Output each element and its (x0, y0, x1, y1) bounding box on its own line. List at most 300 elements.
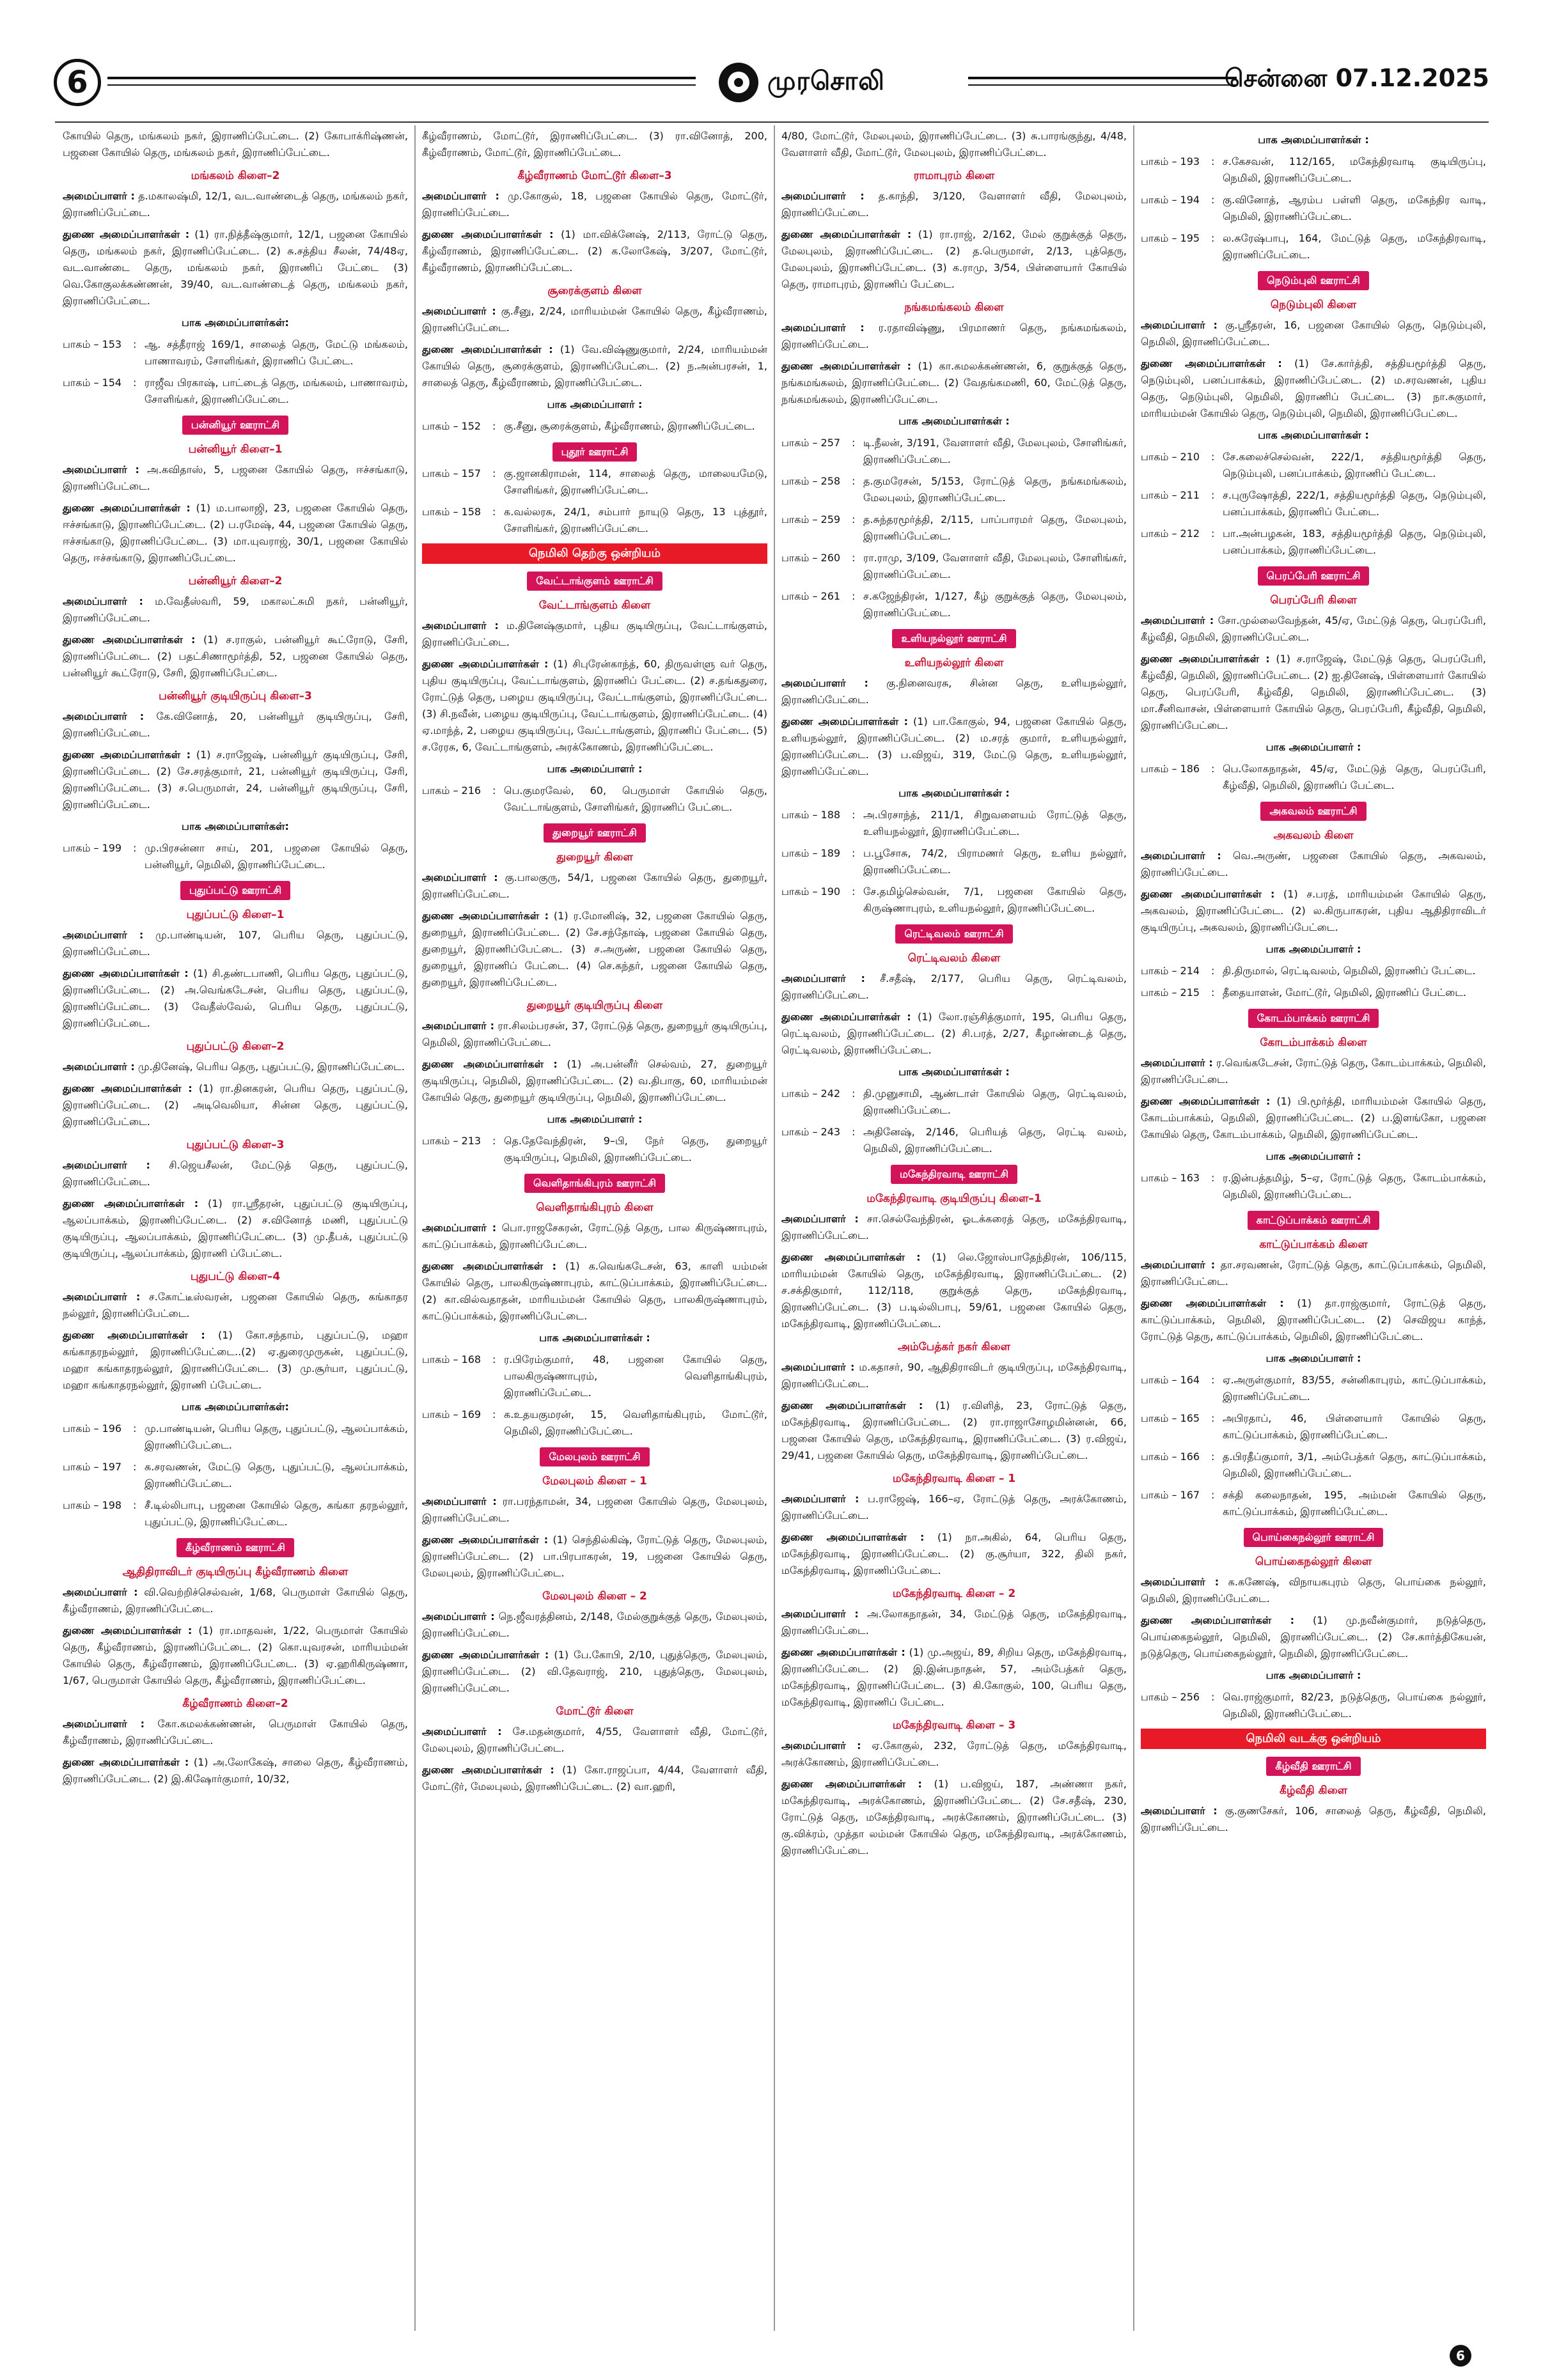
booth-number: பாகம் – 256 (1141, 1691, 1200, 1703)
role-label: துணை அமைப்பாளர்கள் : (1141, 1095, 1271, 1107)
colon-separator: : (852, 809, 856, 821)
booth-organiser: த.குமரேசன், 5/153, ரோட்டுத் தெரு, நங்கமங்கலம், மேலபுலம், இராணிப்பேட்டை. (863, 475, 1127, 504)
listing-paragraph (1141, 1055, 1486, 1088)
booth-row (1141, 1487, 1486, 1520)
listing-text: (1) பே.கோபி, 2/10, புதுத்தெரு, மேலபுலம், இராணிப்பேட்டை. (2) வி.தேவராஜ், 210, புதுத்தெரு, மேலபுலம், இராணிப்பேட்டை. (422, 1649, 767, 1694)
listing-paragraph (781, 675, 1127, 708)
listing-paragraph (781, 1009, 1127, 1059)
role-label: துணை அமைப்பாளர்கள் : (781, 715, 909, 727)
listing-paragraph (781, 713, 1127, 780)
panchayat-heading-wrap (422, 572, 767, 591)
listing-paragraph (781, 1359, 1127, 1392)
listing-paragraph (63, 500, 408, 566)
listing-text: (1) ச.ராஜேஷ், மேட்டுத் தெரு, பெரப்பேரி, கீழ்வீதி, நெமிலி, இராணிப்பேட்டை. (2) ஐ.தினேஷ், பிள்ளையார் கோயில் தெரு, பெரப்பேரி, கீழ்வீதி, நெமிலி, இராணிப்பேட்டை. (3) மா.சீனிவாசன், பிள்ளையார் கோயில் தெரு, பெரப்பேரி, கீழ்வீதி, நெமிலி, இராணிப்பேட்டை. (1141, 653, 1486, 731)
listing-paragraph (63, 1716, 408, 1749)
booth-organiser: ச.கஜேந்திரன், 1/127, கீழ் குறுக்குத் தெரு, மேலபுலம், இராணிப்பேட்டை. (863, 590, 1127, 619)
booth-organiser: சக்தி கலைநாதன், 195, அம்மன் கோயில் தெரு, காட்டுப்பாக்கம், இராணிப்பேட்டை. (1223, 1489, 1486, 1518)
listing-text: (1) தா.ராஜ்குமார், ரோட்டுத் தெரு, காட்டுப்பாக்கம், நெமிலி, இராணிப்பேட்டை. (2) செவிஜய காந்த், ரோட்டுத் தெரு, காட்டுப்பாக்கம், நெமிலி, இராணிப்பேட்டை. (1141, 1297, 1486, 1342)
colon-separator: : (492, 467, 496, 479)
listing-paragraph (63, 1195, 408, 1262)
listing-paragraph (781, 970, 1127, 1004)
section-subheading: பாக அமைப்பாளர் : (547, 763, 643, 775)
role-label: துணை அமைப்பாளர்கள் : (422, 228, 554, 240)
listing-text: (1) கோ.சந்தாம், புதுப்பட்டு, மஹா கங்காதரநல்லூர், இராணிப்பேட்டை..(2) ஏ.துரைமுருகன், புதுப்பட்டு, மஹா கங்காதரநல்லூர், இராணிப்பேட்டை. (3) மு.சூர்யா, புதுப்பட்டு, மஹா கங்காதரநல்லூர், இராணி ப்பேட்டை. (63, 1329, 408, 1391)
role-label: அமைப்பாளர் : (1141, 850, 1221, 862)
branch-heading: ராமாபுரம் கிளை (913, 169, 995, 182)
booth-number: பாகம் – 261 (781, 590, 841, 602)
colon-separator: : (133, 1499, 137, 1511)
listing-text: ர.வெங்கடேசன், ரோட்டுத் தெரு, கோடம்பாக்கம், நெமிலி, இராணிப்பேட்டை. (1141, 1057, 1486, 1085)
listing-text: அ.கவிதாஸ், 5, பஜனை கோயில் தெரு, ஈச்சங்காடு, இராணிப்பேட்டை. (63, 463, 408, 492)
section-subheading: பாக அமைப்பாளர் : (1265, 1669, 1361, 1681)
listing-text: (1) சிபுரேன்காந்த், 60, திருவள்ளு வர் தெரு, புதிய குடியிருப்பு, வேட்டாங்குளம், இராணிப் பேட்டை. (2) ச.தங்கதுரை, ரோட்டுத் தெரு, பழைய குடியிருப்பு, வேட்டாங்குளம், இராணிப்பேட்டை. (3) சி.நவீன், பழைய குடியிருப்பு, வேட்டாங்குளம், இராணிப்பேட்டை. (4) ஏ.மாந்த், 2, பழைய குடியிருப்பு, வேட்டாங்குளம், இராணிப் பேட்டை. (5) ச.ரேரசு, 6, வேட்டாங்குளம், அரக்கோணம், இராணிப்பேட்டை. (422, 658, 767, 753)
booth-row (422, 1133, 767, 1166)
branch-heading: மகேந்திரவாடி குடியிருப்பு கிளை–1 (866, 1192, 1042, 1205)
booth-organiser: பா.அன்பழகன், 183, சத்தியமூர்த்தி தெரு, நெடும்புலி, பனப்பாக்கம், இராணிப்பேட்டை. (1223, 527, 1486, 556)
booth-organiser: மு.பாண்டியன், பெரிய தெரு, புதுப்பட்டு, ஆலப்பாக்கம், இராணிப்பேட்டை. (145, 1422, 408, 1451)
booth-organiser: க.உதயகுமரன், 15, வெளிதாங்கிபுரம், மோட்டூர், நெமிலி, இராணிப்பேட்டை. (504, 1408, 767, 1437)
branch-heading: மங்கலம் கிளை–2 (191, 169, 280, 182)
booth-organiser: அதினேஷ், 2/146, பெரியத் தெரு, ரெட்டி வலம், நெமிலி, இராணிப்பேட்டை. (863, 1126, 1127, 1155)
branch-heading: ரெட்டிவலம் கிளை (907, 952, 1001, 965)
booth-organiser: சே.கலைச்செல்வன், 222/1, சத்தியமூர்த்தி தெரு, நெடும்புலி, பனப்பாக்கம், இராணிப் பேட்டை. (1223, 451, 1486, 479)
listing-text: 4/80, மோட்டூர், மேலபுலம், இராணிப்பேட்டை. (3) சு.பாரங்குந்து, 4/48, வேளாளர் வீதி, மோட்டூர், மேலபுலம், இராணிப்பேட்டை. (781, 130, 1127, 159)
listing-paragraph (422, 656, 767, 756)
listing-paragraph (1141, 1612, 1486, 1662)
booth-row (422, 465, 767, 499)
listing-text: (1) வே.விஷ்ணுகுமார், 2/24, மாரியம்மன் கோயில் தெரு, சூரைக்குளம், இராணிப்பேட்டை. (2) ந.அன்பரசன், 1, சாலைத் தெரு, கீழ்வீராணம், இராணிப்பேட்டை. (422, 343, 767, 389)
listing-paragraph (422, 1608, 767, 1642)
colon-separator: : (1211, 1374, 1215, 1386)
role-label: துணை அமைப்பாளர்கள் : (422, 343, 553, 355)
branch-heading: கீழ்வீராணம் கிளை–2 (182, 1697, 288, 1710)
colon-separator: : (1211, 232, 1215, 244)
column-divider (414, 125, 416, 2331)
role-label: அமைப்பாளர் : (1141, 1805, 1218, 1817)
booth-number: பாகம் – 243 (781, 1126, 841, 1138)
colon-separator: : (492, 1408, 496, 1420)
role-label: துணை அமைப்பாளர்கள் : (781, 1251, 921, 1263)
branch-heading: பொய்கைநல்லூர் கிளை (1255, 1555, 1372, 1568)
listing-text: கு.சீனு, 2/24, மாரியம்மன் கோயில் தெரு, கீழ்வீராணம், இராணிப்பேட்டை. (422, 305, 767, 334)
listing-text: மு.பாண்டியன், 107, பெரிய தெரு, புதுப்பட்டு, இராணிப்பேட்டை. (63, 929, 408, 958)
panchayat-heading: மகேந்திரவாடி ஊராட்சி (891, 1165, 1017, 1184)
listing-text: ஏ.கோகுல், 232, ரோட்டுத் தெரு, மகேந்திரவாடி, அரக்கோணம், இராணிப்பேட்டை. (781, 1739, 1127, 1768)
booth-number: பாகம் – 186 (1141, 763, 1200, 775)
listing-text: (1) மா.விக்னேஷ், 2/113, ரோட்டு தெரு, கீழ்வீராணம், இராணிப்பேட்டை. (2) க.லோகேஷ், 3/207, மோட்டூர், கீழ்வீராணம், இராணிப்பேட்டை. (422, 228, 767, 274)
role-label: துணை அமைப்பாளர்கள் : (781, 360, 912, 372)
role-label: அமைப்பாளர் : (781, 677, 868, 689)
branch-heading: அகவலம் கிளை (1273, 829, 1354, 842)
colon-separator: : (1211, 1451, 1215, 1463)
booth-organiser: தெ.தேவேந்திரன், 9–பி, நேர் தெரு, துறையூர் குடியிருப்பு, நெமிலி, இராணிப்பேட்டை. (504, 1135, 767, 1163)
listing-paragraph (422, 1258, 767, 1325)
role-label: துணை அமைப்பாளர்கள் : (1141, 1297, 1284, 1309)
booth-organiser: சே.தமிழ்செல்வன், 7/1, பஜனை கோயில் தெரு, கிருஷ்ணாபுரம், உளியநல்லூர், இராணிப்பேட்டை. (863, 885, 1127, 914)
role-label: துணை அமைப்பாளர்கள் : (63, 228, 190, 240)
panchayat-heading: மேலபுலம் ஊராட்சி (540, 1447, 649, 1466)
listing-paragraph (781, 188, 1127, 221)
listing-paragraph (422, 1018, 767, 1051)
listing-text: க.கணேஷ், விநாயகபுரம் தெரு, பொய்கை நல்லூர், நெமிலி, இராணிப்பேட்டை. (1141, 1576, 1486, 1605)
role-label: துணை அமைப்பாளர்கள் : (63, 634, 196, 646)
panchayat-heading-wrap (422, 442, 767, 462)
listing-paragraph (63, 1622, 408, 1689)
panchayat-heading-wrap (63, 1538, 408, 1557)
booth-row (63, 375, 408, 408)
listing-text: (1) மு.அஜய், 89, சிறிய தெரு, மகேந்திரவாடி, இராணிப்பேட்டை. (2) இ.இன்பநாதன், 57, அம்பேத்கர் தெரு, மகேந்திரவாடி, இராணிப்பேட்டை. (3) கி.கோகுல், 100, பெரிய தெரு, மகேந்திரவாடி, இராணிப் பேட்டை. (781, 1646, 1127, 1708)
listing-text: சா.செல்வேந்திரன், ஓடக்கரைத் தெரு, மகேந்திரவாடி, இராணிப்பேட்டை. (781, 1213, 1127, 1241)
role-label: துணை அமைப்பாளர்கள் : (63, 1624, 192, 1637)
branch-heading: கோடம்பாக்கம் கிளை (1260, 1036, 1367, 1049)
column-1 (63, 128, 408, 2327)
panchayat-heading-wrap (1141, 271, 1486, 290)
booth-organiser: கு.ஜானகிராமன், 114, சாலைத் தெரு, மாலையமேடு, சோளிங்கர், இராணிப்பேட்டை. (504, 467, 767, 496)
branch-heading: சூரைக்குளம் கிளை (547, 284, 642, 297)
listing-paragraph (781, 1644, 1127, 1711)
panchayat-heading-wrap (1141, 1211, 1486, 1230)
colon-separator: : (1211, 194, 1215, 206)
header-rule (107, 84, 696, 86)
panchayat-heading-wrap (422, 1447, 767, 1466)
role-label: துணை அமைப்பாளர்கள் : (1141, 888, 1275, 900)
listing-paragraph (1141, 1803, 1486, 1836)
listing-text: கீழ்வீராணம், மோட்டூர், இராணிப்பேட்டை. (3) ரா.வினோத், 200, கீழ்வீராணம், மோட்டூர், இராணிப்பேட்டை. (422, 130, 767, 159)
panchayat-heading-wrap (63, 416, 408, 435)
listing-paragraph (781, 128, 1127, 161)
colon-separator: : (133, 1461, 137, 1473)
booth-number: பாகம் – 168 (422, 1353, 482, 1365)
listing-text: கோ.கமலக்கண்ணன், பெருமாள் கோயில் தெரு, கீழ்வீராணம், இராணிப்பேட்டை. (63, 1718, 408, 1746)
branch-heading: ஆதிதிராவிடர் குடியிருப்பு கீழ்வீராணம் கிளை (122, 1566, 349, 1578)
colon-separator: : (1211, 1691, 1215, 1703)
listing-paragraph (63, 1584, 408, 1617)
listing-text: (1) ரா.ஸ்ரீதரன், புதுப்பட்டு குடியிருப்பு, ஆலப்பாக்கம், இராணிப்பேட்டை. (2) ச.வினோத் மணி, புதுப்பட்டு குடியிருப்பு, ஆலப்பாக்கம், இராணிப்பேட்டை. (3) மு.தீபக், புதுப்பட்டு குடியிருப்பு, ஆலப்பாக்கம், இராணி ப்பேட்டை. (63, 1197, 408, 1259)
listing-paragraph (781, 358, 1127, 408)
role-label: அமைப்பாளர் : (63, 929, 144, 941)
panchayat-heading-wrap (781, 1165, 1127, 1184)
listing-paragraph (781, 1211, 1127, 1244)
listing-paragraph (63, 1080, 408, 1130)
panchayat-heading-wrap (422, 1174, 767, 1193)
booth-organiser: கு.வினோத், ஆரம்ப பள்ளி தெரு, மகேந்திர வாடி, நெமிலி, இராணிப்பேட்டை. (1223, 194, 1486, 222)
panchayat-heading: கோடம்பாக்கம் ஊராட்சி (1248, 1009, 1379, 1028)
booth-row (422, 1351, 767, 1401)
masthead-title: முரசொலி (767, 66, 885, 96)
branch-heading: புதுபட்டு கிளை–4 (190, 1270, 281, 1283)
booth-row (422, 782, 767, 816)
listing-paragraph (422, 908, 767, 991)
booth-number: பாகம் – 195 (1141, 232, 1200, 244)
booth-row (1141, 963, 1486, 979)
booth-number: பாகம் – 169 (422, 1408, 482, 1420)
booth-row (781, 511, 1127, 545)
role-label: அமைப்பாளர் : (422, 190, 499, 202)
role-label: அமைப்பாளர் : (422, 1222, 497, 1234)
booth-row (63, 840, 408, 873)
listing-paragraph (1141, 848, 1486, 881)
colon-separator: : (1211, 965, 1215, 977)
listing-paragraph (63, 747, 408, 813)
column-divider (774, 125, 775, 2331)
booth-organiser: ர.பிரேம்குமார், 48, பஜனை கோயில் தெரு, பாலகிருஷ்ணாபுரம், வெளிதாங்கிபுரம், இராணிப்பேட்டை. (504, 1353, 767, 1399)
listing-paragraph (422, 226, 767, 276)
listing-paragraph (1141, 1574, 1486, 1607)
listing-paragraph (781, 1249, 1127, 1332)
listing-text: (1) மு.நவீன்குமார், நடுத்தெரு, பொய்கைநல்லூர், நெமிலி, இராணிப்பேட்டை. (2) சே.கார்த்திகேயன், நடுத்தெரு, பொய்கைநல்லூர், நெமிலி, இராணிப்பேட்டை. (1141, 1614, 1486, 1660)
masthead-logo (719, 60, 885, 105)
panchayat-heading-wrap (1141, 802, 1486, 821)
booth-number: பாகம் – 260 (781, 552, 841, 564)
listing-paragraph (422, 618, 767, 651)
booth-organiser: ரா.ராமு, 3/109, வேளாளர் வீதி, மேலபுலம், சோளிங்கர், இராணிப்பேட்டை. (863, 552, 1127, 580)
colon-separator: : (852, 1087, 856, 1100)
listing-text: கோயில் தெரு, மங்கலம் நகர், இராணிப்பேட்டை. (2) கோபாக்ரிஷ்ணன், பஜனை கோயில் தெரு, மங்கலம் நகர், இராணிப்பேட்டை. (63, 130, 408, 159)
listing-paragraph (1141, 1093, 1486, 1143)
panchayat-heading-wrap (422, 823, 767, 843)
branch-heading: மகேந்திரவாடி கிளை – 1 (892, 1472, 1016, 1485)
branch-heading: மோட்டூர் கிளை (556, 1705, 634, 1718)
role-label: துணை அமைப்பாளர்கள் : (63, 1756, 189, 1768)
booth-organiser: வெ.ராஜ்குமார், 82/23, நடுத்தெரு, பொய்கை நல்லூர், நெமிலி, இராணிப்பேட்டை. (1223, 1691, 1486, 1720)
listing-paragraph (1141, 651, 1486, 734)
colon-separator: : (492, 784, 496, 797)
role-label: துணை அமைப்பாளர்கள் : (781, 1011, 911, 1023)
booth-number: பாகம் – 158 (422, 506, 482, 518)
panchayat-heading: கீழ்வீதி ஊராட்சி (1266, 1757, 1360, 1776)
masthead-bar (54, 55, 1489, 111)
booth-number: பாகம் – 164 (1141, 1374, 1200, 1386)
branch-heading: உளியநல்லூர் கிளை (904, 657, 1004, 669)
booth-organiser: ப.பூசோசு, 74/2, பிராமணர் தெரு, உளிய நல்லூர், இராணிப்பேட்டை. (863, 847, 1127, 876)
booth-number: பாகம் – 165 (1141, 1412, 1200, 1424)
role-label: துணை அமைப்பாளர்கள் : (1141, 653, 1270, 665)
booth-organiser: த.சுந்தரமூர்த்தி, 2/115, பாப்பாரமர் தெரு, மேலபுலம், இராணிப்பேட்டை. (863, 513, 1127, 542)
listing-paragraph (63, 632, 408, 681)
listing-text: சீ.சதீஷ், 2/177, பெரிய தெரு, ரெட்டிவலம், இராணிப்பேட்டை. (781, 972, 1127, 1001)
listing-text: அ.லோகநாதன், 34, மேட்டுத் தெரு, மகேந்திரவாடி, இராணிப்பேட்டை. (781, 1608, 1127, 1637)
booth-organiser: ச.கேசவன், 112/165, மகேந்திரவாடி குடியிருப்பு, நெமிலி, இராணிப்பேட்டை. (1223, 155, 1486, 184)
booth-row (422, 418, 767, 435)
panchayat-heading-wrap (781, 629, 1127, 648)
listing-text: (1) ப.விஜய், 187, அண்ணா நகர், மகேந்திரவாடி, அரக்கோணம், இராணிப்பேட்டை. (2) சே.சதீஷ், 230, ரோட்டுத் தெரு, மகேந்திரவாடி, அரக்கோணம், இராணிப்பேட்டை. (3) கு.விக்ரம், முத்தா லம்மன் கோயில் தெரு, மகேந்திரவாடி, அரக்கோணம், இராணிப்பேட்டை. (781, 1778, 1127, 1856)
listing-paragraph (422, 341, 767, 391)
role-label: அமைப்பாளர் : (63, 190, 135, 202)
role-label: துணை அமைப்பாளர்கள் : (422, 1534, 549, 1546)
role-label: அமைப்பாளர் : (781, 1213, 859, 1225)
section-subheading: பாக அமைப்பாளர்கள் : (1258, 134, 1369, 146)
booth-row (781, 1124, 1127, 1157)
booth-number: பாகம் – 216 (422, 784, 482, 797)
listing-text: (1) ரா.ராஜ், 2/162, மேல் குறுக்குத் தெரு, மேலபுலம், இராணிப்பேட்டை. (2) த.பெருமாள், 2/13, புத்தெரு, மேலபுலம், இராணிப்பேட்டை. (3) க.ராமு, 3/54, பிள்ளையார் கோயில் தெரு, ராமாபுரம், இராணிப் பேட்டை. (781, 228, 1127, 290)
panchayat-heading: வெளிதாங்கிபுரம் ஊராட்சி (524, 1174, 665, 1193)
role-label: அமைப்பாளர் : (422, 871, 498, 883)
role-label: துணை அமைப்பாளர்கள் : (63, 1329, 205, 1341)
booth-row (63, 1459, 408, 1492)
listing-paragraph (63, 226, 408, 309)
booth-row (1141, 1410, 1486, 1443)
branch-heading: புதுப்பட்டு கிளை–3 (186, 1139, 285, 1151)
role-label: அமைப்பாளர் : (422, 305, 496, 317)
listing-text: (1) சே.கார்த்தி, சத்தியமூர்த்தி தெரு, நெடும்புலி, பனப்பாக்கம், இராணிப்பேட்டை. (2) ம.சரவணன், புதிய தெரு, நெடும்புலி, நெமிலி, இராணிப் பேட்டை. (3) நா.சுகுமார், மாரியம்மன் கோயில் தெரு, நெடும்புலி, நெமிலி, இராணிப்பேட்டை. (1141, 357, 1486, 419)
role-label: அமைப்பாளர் : (63, 595, 143, 607)
booth-number: பாகம் – 242 (781, 1087, 841, 1100)
listing-paragraph (781, 320, 1127, 353)
role-label: அமைப்பாளர் : (1141, 614, 1214, 626)
role-label: துணை அமைப்பாளர்கள் : (63, 1082, 192, 1094)
listing-text: (1) கோ.ராஜப்பா, 4/44, வேளாளர் வீதி, மோட்டூர், மேலபுலம், இராணிப்பேட்டை. (2) வா.ஹரி, (422, 1764, 767, 1793)
listing-text: (1) ச.ராகுல், பன்னியூர் கூட்ரோடு, சேரி, இராணிப்பேட்டை. (2) பதட்சிணாமூர்த்தி, 52, பஜனை கோயில் தெரு, பன்னியூர் கூட்ரோடு, சேரி, இராணிப்பேட்டை. (63, 634, 408, 679)
listing-paragraph (63, 927, 408, 960)
listing-paragraph (422, 1723, 767, 1757)
listing-paragraph (63, 708, 408, 742)
branch-heading: நங்கமங்கலம் கிளை (904, 301, 1004, 314)
booth-number: பாகம் – 259 (781, 513, 841, 525)
listing-paragraph (422, 1493, 767, 1527)
listing-paragraph (1141, 355, 1486, 422)
colon-separator: : (852, 847, 856, 859)
listing-paragraph (781, 1397, 1127, 1464)
colon-separator: : (1211, 451, 1215, 463)
colon-separator: : (1211, 763, 1215, 775)
role-label: அமைப்பாளர் : (1141, 1576, 1219, 1588)
listing-paragraph (781, 1491, 1127, 1524)
role-label: அமைப்பாளர் : (1141, 1057, 1213, 1069)
page-number-badge: 6 (54, 59, 101, 106)
role-label: அமைப்பாளர் : (63, 1586, 138, 1598)
colon-separator: : (1211, 1172, 1215, 1184)
listing-text: (1) கா.கமலக்கண்ணன், 6, குறுக்குத் தெரு, நங்கமங்கலம், இராணிப்பேட்டை. (2) வேதங்கமணி, 60, மேட்டுத் தெரு, நங்கமங்கலம், இராணிப்பேட்டை. (781, 360, 1127, 405)
colon-separator: : (852, 885, 856, 898)
listing-paragraph (63, 128, 408, 161)
role-label: அமைப்பாளர் : (63, 710, 145, 722)
colon-separator: : (133, 338, 137, 350)
role-label: துணை அமைப்பாளர்கள் : (1141, 1614, 1295, 1626)
booth-organiser: ல.சுரேஷ்பாபு, 164, மேட்டுத் தெரு, மகேந்திரவாடி, இராணிப்பேட்டை. (1223, 232, 1486, 261)
listing-text: சோ.முல்லைவேந்தன், 45/ஏ, மேட்டுத் தெரு, பெரப்பேரி, கீழ்வீதி, நெமிலி, இராணிப்பேட்டை. (1141, 614, 1486, 643)
listing-text: (1) ரா.மாதவன், 1/22, பெருமாள் கோயில் தெரு, கீழ்வீராணம், இராணிப்பேட்டை. (2) கொ.யுவரசன், மாரியம்மன் கோயில் தெரு, கீழ்வீராணம், இராணிப்பேட்டை. (3) ஏ.ஹரிகிருஷ்ணா, 1/67, பெருமாள் கோயில் தெரு, கீழ்வீராணம், இராணிப்பேட்டை. (63, 1624, 408, 1686)
colon-separator: : (852, 513, 856, 525)
listing-text: நெ.ஜீவரத்தினம், 2/148, மேல்குறுக்குத் தெரு, மேலபுலம், இராணிப்பேட்டை. (422, 1610, 767, 1639)
section-subheading: பாக அமைப்பாளர் : (1265, 1150, 1361, 1162)
colon-separator: : (1211, 527, 1215, 540)
role-label: துணை அமைப்பாளர்கள் : (781, 1646, 905, 1658)
booth-row (781, 550, 1127, 583)
role-label: அமைப்பாளர் : (422, 619, 499, 632)
booth-number: பாகம் – 257 (781, 437, 841, 449)
panchayat-heading-wrap (1141, 1757, 1486, 1776)
column-divider (1133, 125, 1134, 2331)
listing-paragraph (422, 128, 767, 161)
booth-organiser: தி.முனுசாமி, ஆண்டாள் கோயில் தெரு, ரெட்டிவலம், இராணிப்பேட்டை. (863, 1087, 1127, 1116)
colon-separator: : (1211, 489, 1215, 501)
listing-text: ரா.பரந்தாமன், 34, பஜனை கோயில் தெரு, மேலபுலம், இராணிப்பேட்டை. (422, 1495, 767, 1524)
listing-text: த.மகாலஷ்மி, 12/1, வட.வாண்டைத் தெரு, மங்கலம் நகர், இராணிப்பேட்டை. (63, 190, 408, 219)
section-subheading: பாக அமைப்பாளர்கள் : (898, 1066, 1010, 1078)
listing-text: த.காந்தி, 3/120, வேளாளர் வீதி, மேலபுலம், இராணிப்பேட்டை. (781, 190, 1127, 219)
listing-text: (1) அ.பன்னீர் செல்வம், 27, துறையூர் குடியிருப்பு, நெமிலி, இராணிப்பேட்டை. (2) வ.திபாகு, 60, மாரியம்மன் கோயில் தெரு, துறையூர் குடியிருப்பு, நெமிலி, இராணிப்பேட்டை. (422, 1058, 767, 1103)
listing-text: மு.தினேஷ், பெரிய தெரு, புதுப்பட்டு, இராணிப்பேட்டை. (134, 1061, 405, 1073)
listing-text: ர.ரதாவிஷ்ணு, பிரமாணர் தெரு, நங்கமங்கலம், இராணிப்பேட்டை. (781, 322, 1127, 350)
listing-paragraph (63, 1327, 408, 1394)
listing-text: (1) க.வெங்கடேசன், 63, காளி யம்மன் கோயில் தெரு, பாலகிருஷ்ணாபுரம், காட்டுப்பாக்கம், இராணிப்பேட்டை. (2) கா.வில்வதாதன், மாரியம்மன் கோயில் தெரு, பாலகிருஷ்ணாபுரம், காட்டுப்பாக்கம், இராணிப்பேட்டை. (422, 1260, 767, 1322)
colon-separator: : (852, 475, 856, 487)
role-label: துணை அமைப்பாளர்கள் : (63, 967, 189, 979)
booth-organiser: ர.இன்பத்தமிழ், 5–ஏ, ரோட்டுத் தெரு, கோடம்பாக்கம், நெமிலி, இராணிப்பேட்டை. (1223, 1172, 1486, 1201)
booth-number: பாகம் – 167 (1141, 1489, 1200, 1501)
booth-organiser: ச.புருஷோத்தி, 222/1, சத்தியமூர்த்தி தெரு, நெடும்புலி, பனப்பாக்கம், இராணிப் பேட்டை. (1223, 489, 1486, 518)
booth-organiser: மு.பிரசன்னா சாய், 201, பஜனை கோயில் தெரு, பன்னியூர், நெமிலி, இராணிப்பேட்டை. (145, 842, 408, 871)
listing-paragraph (1141, 1295, 1486, 1345)
listing-text: (1) ர.மோனிஷ், 32, பஜனை கோயில் தெரு, துறையூர், இராணிப்பேட்டை. (2) சே.சந்தோஷ், பஜனை கோயில் தெரு, துறையூர், இராணிப்பேட்டை. (3) ச.அருண், பஜனை கோயில் தெரு, துறையூர், இராணிப் பேட்டை. (4) செ.கந்தர், பஜனை கோயில் தெரு, துறையூர், இராணிப்பேட்டை. (422, 910, 767, 988)
role-label: துணை அமைப்பாளர்கள் : (781, 1778, 922, 1790)
listing-paragraph (781, 1776, 1127, 1859)
listing-text: (1) லெ.ஜோஸ்பாதேந்திரன், 106/115, மாரியம்மன் கோயில் தெரு, மகேந்திரவாடி, இராணிப்பேட்டை. (2) ச.சக்திகுமார், 112/118, குறுக்குத் தெரு, மகேந்திரவாடி, இராணிப்பேட்டை. (3) ப.டில்லிபாபு, 59/61, பஜனை கோயில் தெரு, மகேந்திரவாடி, இராணிப்பேட்டை. (781, 1251, 1127, 1330)
listing-text: (1) சி.தண்டபாணி, பெரிய தெரு, புதுப்பட்டு, இராணிப்பேட்டை. (2) அ.வெங்கடேசன், பெரிய தெரு, புதுப்பட்டு, இராணிப்பேட்டை. (3) வேதீஸ்வேல், பெரிய தெரு, புதுப்பட்டு, இராணிப்பேட்டை. (63, 967, 408, 1029)
booth-row (1141, 984, 1486, 1001)
booth-organiser: தீதையாளன், மோட்டூர், நெமிலி, இராணிப் பேட்டை. (1223, 986, 1467, 999)
panchayat-heading: புதுப்பட்டு ஊராட்சி (180, 881, 290, 900)
booth-row (781, 883, 1127, 917)
branch-heading: நெடும்புலி கிளை (1270, 299, 1357, 311)
booth-number: பாகம் – 189 (781, 847, 841, 859)
panchayat-heading-wrap (781, 924, 1127, 944)
panchayat-heading-wrap (63, 881, 408, 900)
role-label: துணை அமைப்பாளர்கள் : (781, 228, 912, 240)
listing-text: (1) பி.மூர்த்தி, மாரியம்மன் கோயில் தெரு, கோடம்பாக்கம், நெமிலி, இராணிப்பேட்டை. (2) ப.இளங்கோ, பஜனை கோயில் தெரு, கோடம்பாக்கம், நெமிலி, இராணிப்பேட்டை. (1141, 1095, 1486, 1140)
booth-row (781, 473, 1127, 506)
branch-heading: வேட்டாங்குளம் கிளை (538, 599, 651, 612)
booth-row (1141, 1372, 1486, 1405)
panchayat-heading-wrap (1141, 1528, 1486, 1547)
section-subheading: பாக அமைப்பாளர் : (1265, 741, 1361, 753)
sun-emblem-icon (719, 63, 758, 102)
booth-number: பாகம் – 194 (1141, 194, 1200, 206)
colon-separator: : (1211, 155, 1215, 167)
role-label: அமைப்பாளர் : (781, 972, 865, 984)
role-label: அமைப்பாளர் : (63, 1291, 141, 1303)
booth-number: பாகம் – 157 (422, 467, 482, 479)
panchayat-heading-wrap (1141, 1009, 1486, 1028)
role-label: அமைப்பாளர் : (63, 1718, 145, 1730)
role-label: துணை அமைப்பாளர்கள் : (63, 749, 191, 761)
listing-text: (1) நா.அகில், 64, பெரிய தெரு, மகேந்திரவாடி, இராணிப்பேட்டை. (2) கு.சூர்யா, 322, திலி நகர், மகேந்திரவாடி, இராணிப்பேட்டை. (781, 1531, 1127, 1576)
booth-row (63, 1420, 408, 1454)
role-label: துணை அமைப்பாளர்கள் : (422, 1764, 554, 1776)
listing-text: ம.தினேஷ்குமார், புதிய குடியிருப்பு, வேட்டாங்குளம், இராணிப்பேட்டை. (422, 619, 767, 648)
listing-text: வெ.அருண், பஜனை கோயில் தெரு, அகவலம், இராணிப்பேட்டை. (1141, 850, 1486, 878)
listing-text: கே.வினோத், 20, பன்னியூர் குடியிருப்பு, சேரி, இராணிப்பேட்டை. (63, 710, 408, 739)
booth-number: பாகம் – 188 (781, 809, 841, 821)
listing-paragraph (1141, 1257, 1486, 1290)
role-label: அமைப்பாளர் : (422, 1020, 495, 1032)
booth-row (1141, 449, 1486, 482)
booth-row (1141, 1170, 1486, 1203)
booth-number: பாகம் – 193 (1141, 155, 1200, 167)
section-subheading: பாக அமைப்பாளர் : (547, 1113, 643, 1125)
role-label: அமைப்பாளர் : (781, 1739, 861, 1752)
booth-number: பாகம் – 211 (1141, 489, 1200, 501)
booth-organiser: அ.பிரசாந்த், 211/1, சிறுவளையம் ரோட்டுத் தெரு, உளியநல்லூர், இராணிப்பேட்டை. (863, 809, 1127, 837)
role-label: அமைப்பாளர் : (1141, 1259, 1216, 1271)
role-label: துணை அமைப்பாளர்கள் : (781, 1399, 923, 1412)
listing-text: கு.நினைவரசு, சின்ன தெரு, உளியநல்லூர், இராணிப்பேட்டை. (781, 677, 1127, 706)
booth-number: பாகம் – 153 (63, 338, 122, 350)
panchayat-heading: நெடும்புலி ஊராட்சி (1258, 271, 1369, 290)
booth-organiser: த.பிரதீப்குமார், 3/1, அம்பேத்கர் தெரு, காட்டுப்பாக்கம், நெமிலி, இராணிப்பேட்டை. (1223, 1451, 1486, 1479)
role-label: துணை அமைப்பாளர்கள் : (422, 658, 549, 670)
booth-number: பாகம் – 166 (1141, 1451, 1200, 1463)
